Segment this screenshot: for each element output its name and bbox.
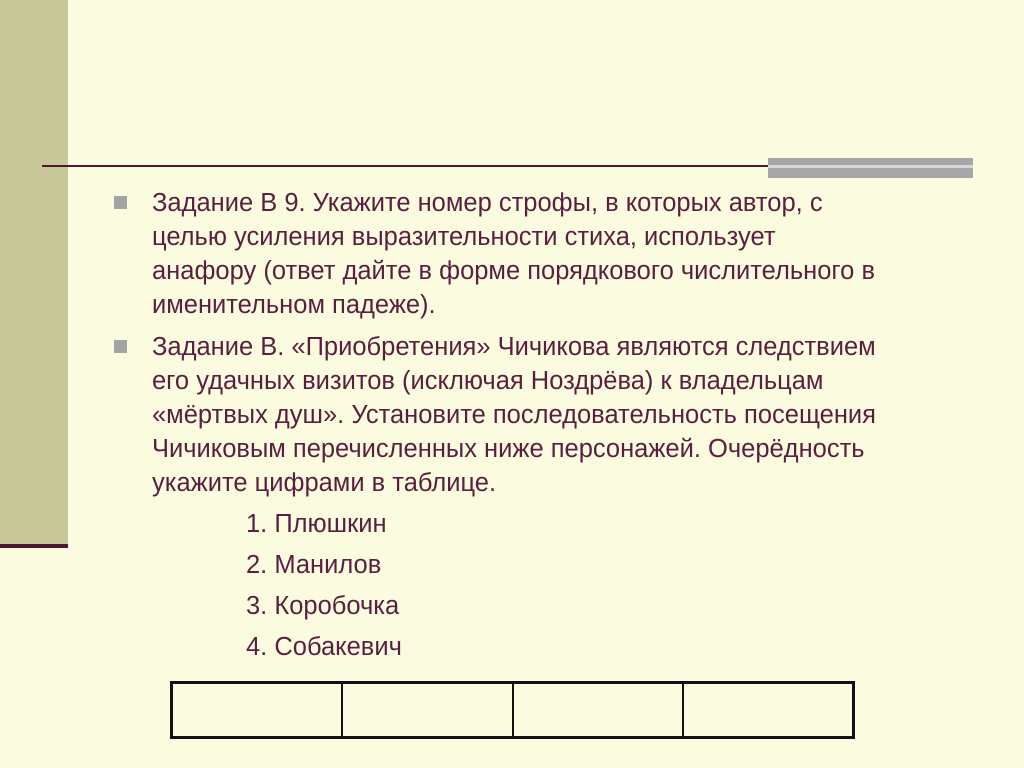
task2-line: укажите цифрами в таблице.: [152, 469, 497, 497]
bullet-square-icon: [114, 340, 127, 353]
answer-table: [170, 681, 855, 739]
answer-cell[interactable]: [172, 683, 343, 738]
task2-line: Задание В. «Приобретения» Чичикова являются следствием: [152, 333, 876, 361]
answer-cell[interactable]: [513, 683, 684, 738]
task2-line: его удачных визитов (исключая Ноздрёва) к владельцам: [152, 367, 824, 395]
answer-table-row: [172, 683, 854, 738]
character-list-item: 4. Собакевич: [246, 633, 402, 661]
side-decor-bar: [0, 0, 68, 546]
task2-text: [152, 330, 972, 500]
bullet-square-icon: [114, 196, 127, 209]
task1-line: Задание В 9. Укажите номер строфы, в которых автор, с: [152, 189, 823, 217]
task1-line: именительном падеже).: [152, 291, 436, 319]
character-list-item: 3. Коробочка: [246, 592, 400, 620]
answer-cell[interactable]: [342, 683, 513, 738]
task2-line: «мёртвых душ». Установите последовательность посещения: [152, 401, 876, 429]
task1-text: [152, 186, 972, 322]
character-list-item: 1. Плюшкин: [246, 510, 387, 538]
answer-cell[interactable]: [683, 683, 854, 738]
task1-line: анафору (ответ дайте в форме порядкового числительного в: [152, 257, 875, 285]
side-decor-rule: [0, 544, 68, 548]
character-list-item: 2. Манилов: [246, 551, 382, 579]
task2-line: Чичиковым перечисленных ниже персонажей. Очерёдность: [152, 435, 865, 463]
task1-line: целью усиления выразительности стиха, использует: [152, 223, 776, 251]
title-divider-accent: [768, 158, 973, 178]
